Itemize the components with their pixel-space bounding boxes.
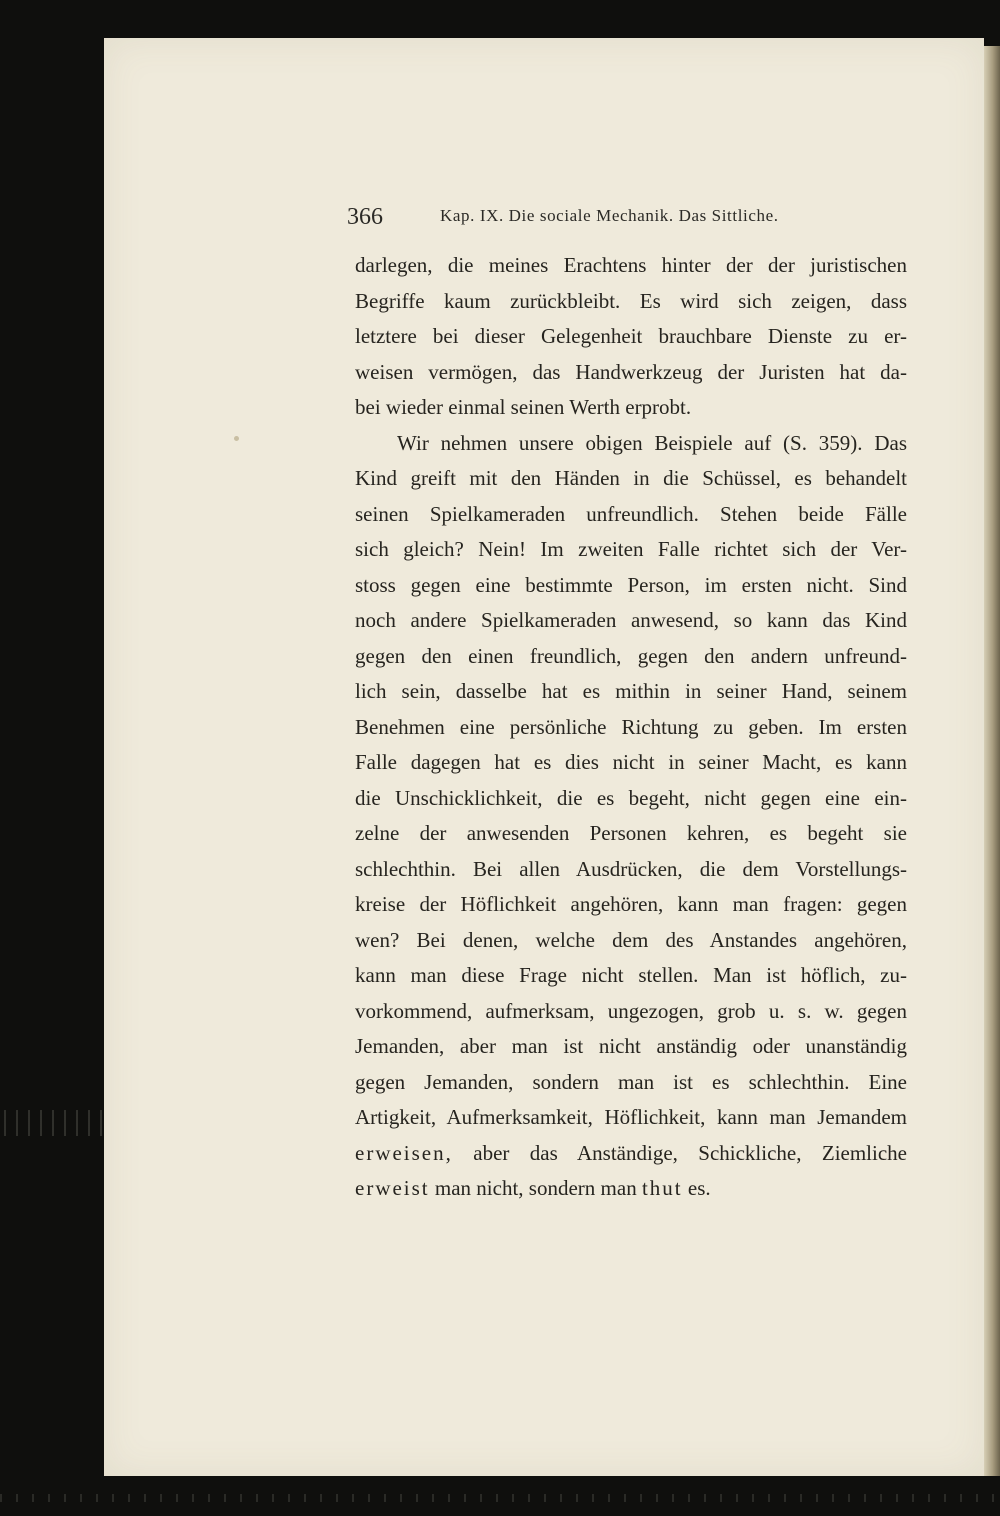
text-line-8: seinen Spielkameraden unfreundlich. Stehen beide Fälle <box>355 501 907 526</box>
text-line-22: vorkommend, aufmerksam, ungezogen, grob u. s. w. gegen <box>355 998 907 1023</box>
spaced-word-thut: thut <box>641 1176 683 1200</box>
text-line-21: kann man diese Frage nicht stellen. Man ist höflich, zu- <box>355 963 907 987</box>
text-line-13: lich sein, dasselbe hat es mithin in seiner Hand, seinem <box>355 679 907 703</box>
text-line-10: stoss gegen eine bestimmte Person, im ersten nicht. Sind <box>355 572 907 597</box>
text-line-7: Kind greift mit den Händen in die Schüssel, es behandelt <box>355 466 907 490</box>
body-text <box>355 248 907 1207</box>
text-line-5: bei wieder einmal seinen Werth erprobt. <box>355 395 692 419</box>
text-line-4: weisen vermögen, das Handwerkzeug der Juristen hat da- <box>355 359 907 384</box>
text-line-26 <box>355 1136 907 1172</box>
text-line-26-rest: aber das Anständige, Schickliche, Ziemliche <box>452 1140 907 1165</box>
text-line-18: schlechthin. Bei allen Ausdrücken, die dem Vorstellungs- <box>355 856 907 881</box>
bottom-stitches <box>0 1494 1000 1502</box>
text-line-1: darlegen, die meines Erachtens hinter der der juristischen <box>355 253 907 277</box>
text-line-25: Artigkeit, Aufmerksamkeit, Höflichkeit, kann man Jemandem <box>355 1105 907 1129</box>
spaced-word-erweisen: erweisen, <box>355 1140 453 1165</box>
text-line-2: Begriffe kaum zurückbleibt. Es wird sich zeigen, dass <box>355 288 907 313</box>
text-line-11: noch andere Spielkameraden anwesend, so kann das Kind <box>355 608 907 632</box>
paper-speck <box>234 436 239 441</box>
spaced-word-erweist: erweist <box>355 1176 430 1200</box>
page-edge <box>984 46 1000 1476</box>
text-line-24: gegen Jemanden, sondern man ist es schlechthin. Eine <box>355 1069 907 1094</box>
text-line-9: sich gleich? Nein! Im zweiten Falle richtet sich der Ver- <box>355 537 907 561</box>
text-line-23: Jemanden, aber man ist nicht anständig oder unanständig <box>355 1034 907 1058</box>
text-line-16: die Unschicklichkeit, die es begeht, nicht gegen eine ein- <box>355 785 907 810</box>
text-line-15: Falle dagegen hat es dies nicht in seiner Macht, es kann <box>355 750 907 774</box>
running-head <box>347 202 909 234</box>
binding-stitches <box>4 1110 104 1136</box>
text-line-27-end: es. <box>682 1176 711 1200</box>
text-line-27-rest: man nicht, sondern man <box>429 1176 642 1200</box>
header-title: Kap. IX. Die sociale Mechanik. Das Sittliche. <box>440 206 779 225</box>
text-line-19: kreise der Höflichkeit angehören, kann man fragen: gegen <box>355 892 907 916</box>
text-line-14: Benehmen eine persönliche Richtung zu geben. Im ersten <box>355 714 907 739</box>
text-line-12: gegen den einen freundlich, gegen den andern unfreund- <box>355 643 907 668</box>
text-line-27 <box>355 1171 907 1207</box>
text-line-17: zelne der anwesenden Personen kehren, es begeht sie <box>355 821 907 845</box>
text-line-3: letztere bei dieser Gelegenheit brauchbare Dienste zu er- <box>355 324 907 348</box>
text-line-6: Wir nehmen unsere obigen Beispiele auf (S. 359). Das <box>397 430 907 455</box>
page-number: 366 <box>347 204 383 230</box>
text-line-20: wen? Bei denen, welche dem des Anstandes angehören, <box>355 927 907 952</box>
